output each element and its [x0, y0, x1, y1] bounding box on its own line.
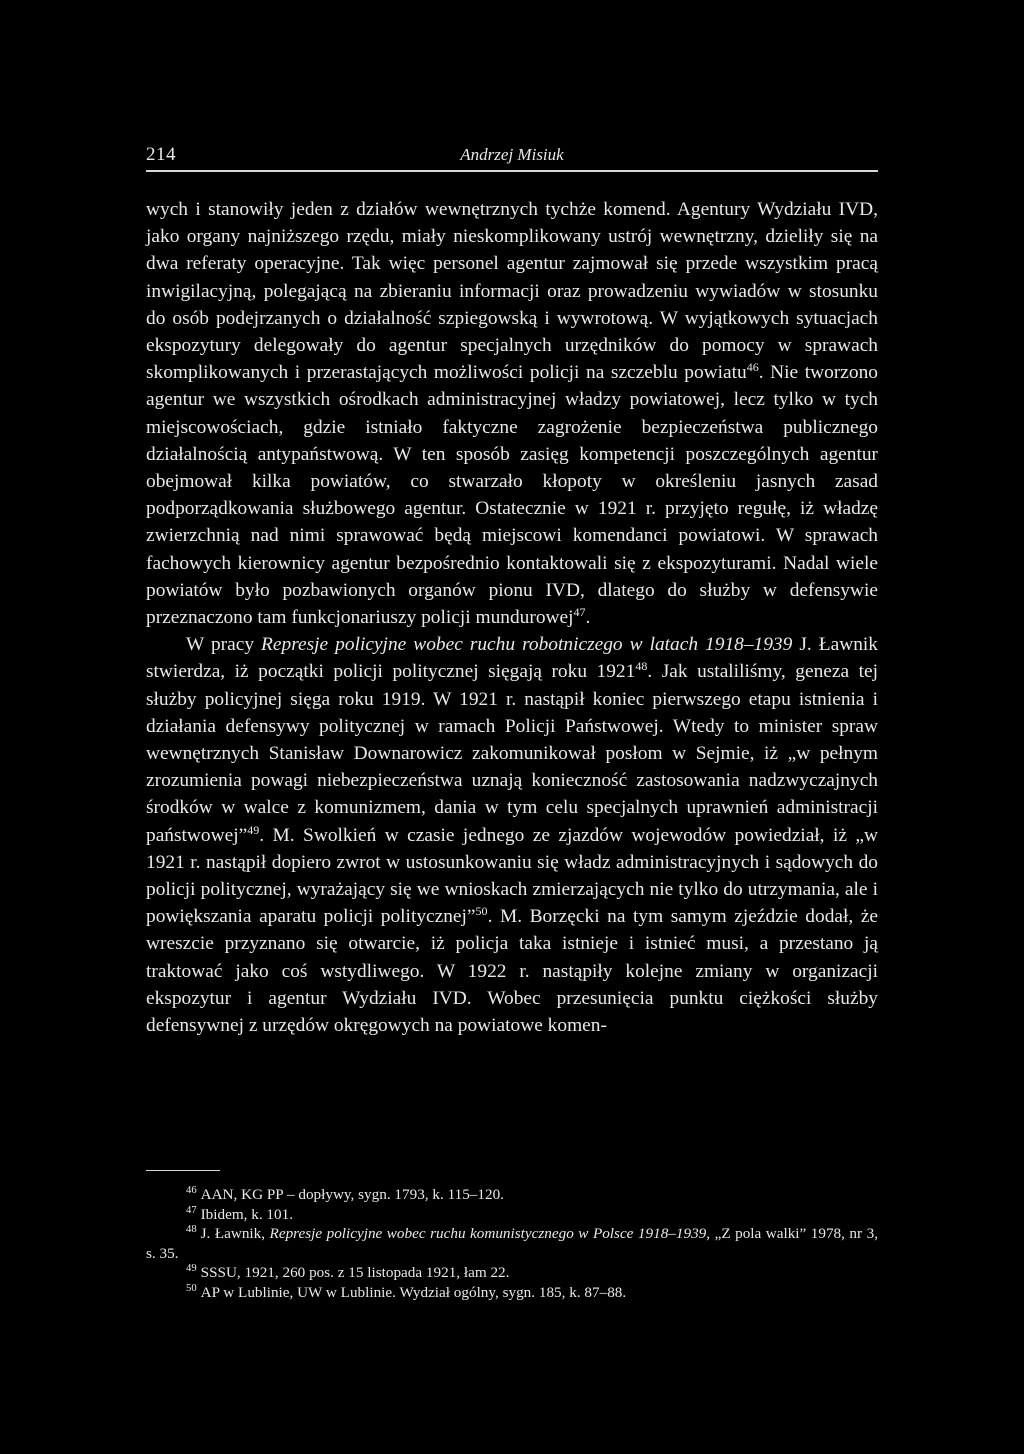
paragraph [146, 196, 878, 631]
text-run: wych i stanowiły jeden z działów wewnętrznych tychże komend. Agentury Wydziału IVD, jako organy najniższego rzędu, miały nieskomplikowany ustrój wewnętrzny, dzieliły się na dwa referaty operacyjne. Tak więc personel agentur zajmował się przede wszystkim pracą inwigilacyjną, polegającą na zbieraniu informacji oraz prowadzeniu wywiadów w stosunku do osób podejrzanych o działalność szpiegowską i wywrotową. W wyjątkowych sytuacjach ekspozytury delegowały do agentur specjalnych urzędników do pomocy w sprawach skomplikowanych i przerastających możliwości policji na szczeblu powiatu [146, 199, 878, 384]
book-title: Represje policyjne wobec ruchu robotniczego w latach 1918–1939 [261, 634, 793, 656]
text-run: J. Ławnik stwierdza, iż początki policji politycznej sięgają roku 1921 [146, 634, 878, 683]
text-run: W pracy [186, 634, 262, 656]
page-header [146, 140, 878, 172]
running-head-author: Andrzej Misiuk [460, 145, 564, 164]
footnote-ref: 50 [475, 904, 488, 919]
footnote [146, 1263, 878, 1283]
text-run: . Jak ustaliliśmy, geneza tej służby policyjnej sięga roku 1919. W 1921 r. nastąpił koniec pierwszego etapu istnienia i działania defensywy politycznej w ramach Policji Państwowej. Wtedy to minister spraw wewnętrznych Stanisław Downarowicz zakomunikował posłom w Sejmie, iż „w pełnym zrozumienia powagi niebezpieczeństwa uznają konieczność zastosowania nadzwyczajnych środków w walce z komunizmem, dania w tym celu specjalnych uprawnień administracji państwowej” [146, 661, 878, 846]
footnotes [146, 1185, 878, 1302]
page-number: 214 [146, 144, 176, 165]
footnote-ref: 48 [635, 659, 648, 674]
footnote-text: AP w Lublinie, UW w Lublinie. Wydział ogólny, sygn. 185, k. 87–88. [200, 1283, 627, 1301]
footnote-text: Ibidem, k. 101. [200, 1205, 294, 1223]
text-run: . Nie tworzono agentur we wszystkich ośrodkach administracyjnej władzy powiatowej, lecz tylko w tych miejscowościach, gdzie istniało faktyczne zagrożenie bezpieczeństwa publicznego działalnością antypaństwową. W ten sposób zasięg kompetencji poszczególnych agentur obejmował kilka powiatów, co stwarzało kłopoty w określeniu jasnych zasad podporządkowania służbowego agentur. Ostatecznie w 1921 r. przyjęto regułę, iż władzę zwierzchnią nad nimi sprawować będą miejscowi komendanci powiatowi. W sprawach fachowych kierownicy agentur bezpośrednio kontaktowali się z ekspozyturami. Nadal wiele powiatów było pozbawionych organów pionu IVD, dlatego do służby w defensywie przeznaczono tam funkcjonariuszy policji mundurowej [146, 362, 878, 629]
text-run: . [585, 607, 591, 629]
footnote-separator [146, 1170, 220, 1171]
footnote-number: 49 [186, 1263, 197, 1275]
footnote-text: SSSU, 1921, 260 pos. z 15 listopada 1921, łam 22. [200, 1264, 510, 1281]
footnote-text: „Z pola walki” 1978, nr 3, s. 35. [146, 1225, 878, 1262]
footnote-text: AAN, KG PP – dopływy, sygn. 1793, k. 115–120. [200, 1186, 504, 1203]
text-run: . M. Borzęcki na tym samym zjeździe dodał, że wreszcie przyznano się otwarcie, iż policja taka istnieje i istnieć musi, a przestano ją traktować jako coś wstydliwego. W 1922 r. nastąpiły kolejne zmiany w organizacji ekspozytur i agentur Wydziału IVD. Wobec przesunięcia punktu ciężkości służby defensywnej z urzędów okręgowych na powiatowe komen- [146, 906, 878, 1037]
footnote-ref: 46 [746, 360, 759, 375]
footnote-number: 48 [186, 1224, 197, 1236]
body-text [146, 196, 878, 1039]
footnote [146, 1205, 878, 1225]
footnote [146, 1283, 878, 1303]
paragraph [146, 631, 878, 1039]
footnote-text: J. Ławnik, [200, 1225, 270, 1242]
footnote-book-title: Represje policyjne wobec ruchu komunistycznego w Polsce 1918–1939, [269, 1225, 711, 1242]
text-run: . M. Swolkień w czasie jednego ze zjazdów wojewodów powiedział, iż „w 1921 r. nastąpił dopiero zwrot w ustosunkowaniu się władz administracyjnych i sądowych do policji politycznej, wyrażający się we wnioskach zmierzających nie tylko do utrzymania, ale i powiększania aparatu policji politycznej” [146, 824, 878, 928]
footnote-number: 46 [186, 1185, 197, 1197]
footnote-ref: 49 [247, 822, 260, 837]
footnote-number: 50 [186, 1282, 197, 1294]
footnote [146, 1185, 878, 1205]
footnote [146, 1224, 878, 1263]
footnote-number: 47 [186, 1204, 197, 1216]
footnote-ref: 47 [573, 604, 586, 619]
